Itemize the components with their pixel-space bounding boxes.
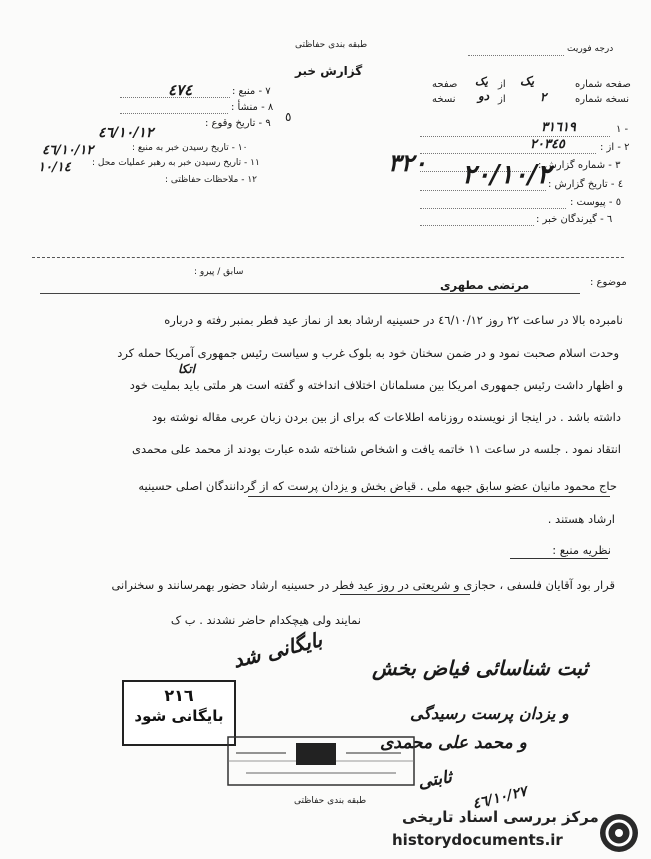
copy-number-label: نسخه شماره	[575, 94, 629, 105]
secrecy-classification-top: طبقه بندی حفاظتی	[295, 40, 368, 50]
source-opinion-line-1: قرار بود آقایان فلسفی ، حجازی و شریعتی در روز عید فطر در حسینیه ارشاد حضور بهمرسانند و سخنرانی	[111, 578, 615, 592]
dots-origin	[120, 113, 228, 114]
field-value-from: ٢٠٣٤٥	[530, 137, 565, 152]
dots-from	[420, 153, 596, 154]
field-label-report-number: ٣ - شماره گزارش :	[538, 160, 621, 171]
field-value-report-number: ٣٢٠	[388, 148, 427, 177]
dots-1	[420, 136, 610, 137]
field-label-from: ٢ - از :	[600, 142, 630, 153]
archive-stamp-text: بایگانی شود	[134, 707, 224, 725]
dots-recipients	[420, 225, 534, 226]
body-underline-6	[248, 496, 610, 497]
field-label-report-date: ٤ - تاریخ گزارش :	[548, 179, 624, 190]
dots-source	[120, 97, 230, 98]
handwritten-line-1: ثبت شناسائی فیاض بخش	[372, 656, 588, 680]
dots-attachment	[420, 208, 566, 209]
watermark-title: مرکز بررسی اسناد تاریخی	[402, 808, 599, 826]
field-label-attachment: ٥ - پیوست :	[570, 197, 622, 208]
handwritten-archived: بایگانی شد	[230, 627, 325, 673]
header-separator	[32, 257, 624, 258]
archive-stamp	[122, 680, 236, 746]
dots-report-date	[420, 190, 546, 191]
handwritten-line-2: و یزدان پرست رسیدگی	[410, 704, 569, 723]
marginal-note: اتکا	[178, 362, 195, 376]
archive-logo-icon	[598, 812, 640, 854]
body-line-6: حاج محمود مانیان عضو سابق جبهه ملی . قیاض بخش و یزدان پرست که از گردانندگان اصلی حسینیه	[138, 479, 617, 493]
source-opinion-label: نظریه منبع :	[552, 543, 611, 557]
copies-total: دو	[478, 89, 490, 103]
copies-of-sep: از	[498, 94, 506, 105]
field-label-news-to-leader: ١١ - تاریخ رسیدن خبر به رهبر عملیات محل :	[92, 158, 260, 168]
field-value-report-date: ٢٠/١٠/٢	[462, 160, 551, 190]
field-label-event-date: ٩ - تاریخ وقوع :	[205, 118, 271, 129]
page-word: صفحه	[432, 79, 458, 90]
body-line-5: انتقاد نمود . جلسه در ساعت ١١ خاتمه یافت و اشخاص شناخته شده عبارت بودند از محمد علی محمدی	[132, 442, 621, 456]
field-value-event-date: ٤٦/١٠/١٢	[98, 125, 154, 141]
circle-number: ٥	[285, 110, 292, 124]
copy-number-value: ٢	[540, 90, 547, 104]
watermark-url: historydocuments.ir	[392, 831, 563, 849]
previous-ref-label: سابق / پیرو :	[194, 267, 244, 277]
body-line-4: داشته باشد . در اینجا از نویسنده روزنامه اطلاعات که برای از بین بردن زبان عربی مقاله نوشته بود	[151, 410, 621, 424]
subject-label: موضوع :	[590, 277, 627, 288]
page-number-label: صفحه شماره	[575, 79, 631, 90]
copies-word: نسخه	[432, 94, 456, 105]
subject-value: مرتضی مطهری	[440, 278, 530, 292]
field-label-origin: ٨ - منشأ :	[231, 102, 274, 113]
subject-underline	[40, 293, 580, 294]
field-label-recipients: ٦ - گیرندگان خبر :	[536, 214, 613, 225]
secrecy-classification-bottom: طبقه بندی حفاظتی	[294, 796, 367, 806]
page-of-sep: از	[498, 79, 506, 90]
handwritten-signature: ثابتی	[416, 767, 454, 793]
field-value-source: ٤٧٤	[168, 81, 193, 99]
body-line-2: وحدت اسلام صحبت نمود و در ضمن سخنان خود به بلوک غرب و سیاست رئیس جمهوری آمریکا حمله کرد	[117, 346, 619, 360]
archive-stamp-number: ٢١٦	[164, 686, 194, 705]
source-opinion-line-2: نمایند ولی هیچکدام حاضر نشدند . ب ک	[170, 613, 361, 627]
page-total: یک	[475, 75, 488, 88]
urgency-label: درجه فوریت	[567, 44, 614, 54]
source-opinion-underline	[510, 558, 608, 559]
field-label-security-notes: ١٢ - ملاحظات حفاظتی :	[165, 175, 257, 185]
received-stamp	[226, 733, 416, 789]
field-value-news-to-source: ٤٦/١٠/١٢	[42, 143, 94, 158]
field-value-security-notes: ١٠/١٤	[38, 160, 71, 175]
body-line-1: نامبرده بالا در ساعت ٢٢ روز ٤٦/١٠/١٢ در حسینیه ارشاد بعد از نماز عید فطر بمنبر رفته و درباره	[164, 313, 623, 327]
urgency-dots	[468, 55, 564, 56]
field-label-source: ٧ - منبع :	[232, 86, 271, 97]
handwritten-date: ٤٦/١٠/٢٧	[470, 783, 529, 813]
body-line-7: ارشاد هستند .	[547, 512, 615, 526]
handwritten-line-3: و محمد علی محمدی	[380, 733, 527, 753]
form-title: گزارش خبر	[295, 64, 363, 78]
field-label-news-to-source: ١٠ - تاریخ رسیدن خبر به منبع :	[132, 143, 248, 153]
field-value-1: ٣١٦١٩	[541, 120, 576, 135]
body-line-3: و اظهار داشت رئیس جمهوری امریکا بین مسلمانان اختلاف انداخته و گفته است هر ملتی باید بملیت خود	[129, 378, 623, 392]
field-label-1: ١ -	[616, 124, 629, 135]
source-opinion-underline-2	[340, 594, 470, 595]
page-number-value: یک	[520, 74, 535, 88]
